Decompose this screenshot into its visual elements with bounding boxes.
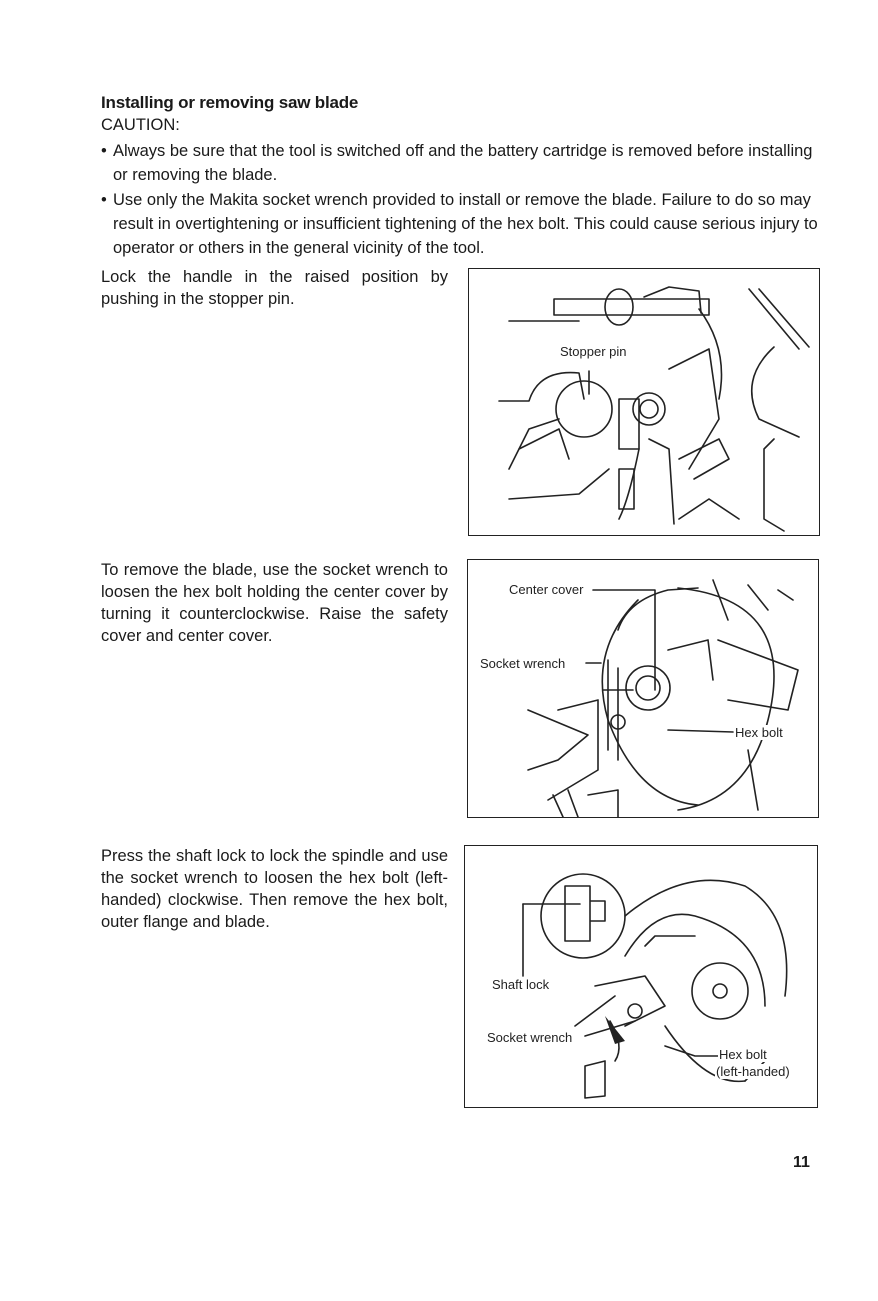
bullet-dot: •	[101, 191, 107, 209]
stopper-pin-label: Stopper pin	[560, 344, 627, 359]
caution-item-text: Always be sure that the tool is switched off and the battery cartridge is removed before installing or removing the blade.	[113, 142, 813, 184]
left-handed-label: (left-handed)	[716, 1064, 790, 1079]
figure-stopper-pin	[468, 268, 820, 536]
figure-shaft-lock	[464, 845, 818, 1108]
caution-item-text: Use only the Makita socket wrench provided to install or remove the blade. Failure to do so may result in overtightening or insufficient tightening of the hex bolt. This could cause serious injury to operator or others in the general vicinity of the tool.	[113, 191, 818, 257]
step-3-text: Press the shaft lock to lock the spindle and use the socket wrench to loosen the hex bolt (left-handed) clockwise. Then remove the hex bolt, outer flange and blade.	[101, 847, 448, 931]
hex-bolt-label: Hex bolt	[719, 1047, 767, 1062]
bullet-dot: •	[101, 142, 107, 160]
center-cover-illustration	[468, 560, 818, 817]
section-heading: Installing or removing saw blade	[101, 93, 359, 112]
caution-item	[101, 139, 823, 187]
center-cover-label: Center cover	[509, 582, 584, 597]
page-number: 11	[793, 1154, 810, 1171]
caution-item	[101, 188, 823, 260]
step-1-text: Lock the handle in the raised position by pushing in the stopper pin.	[101, 268, 448, 308]
socket-wrench-label: Socket wrench	[487, 1030, 573, 1045]
shaft-lock-label: Shaft lock	[492, 977, 550, 992]
caution-label: CAUTION:	[101, 116, 180, 134]
figure-center-cover	[467, 559, 819, 818]
hex-bolt-label: Hex bolt	[735, 725, 783, 740]
stopper-pin-illustration	[469, 269, 819, 535]
socket-wrench-label: Socket wrench	[480, 656, 566, 671]
caution-list	[101, 139, 823, 261]
step-2-text: To remove the blade, use the socket wrench to loosen the hex bolt holding the center cover by turning it counterclockwise. Raise the safety cover and center cover.	[101, 561, 448, 645]
